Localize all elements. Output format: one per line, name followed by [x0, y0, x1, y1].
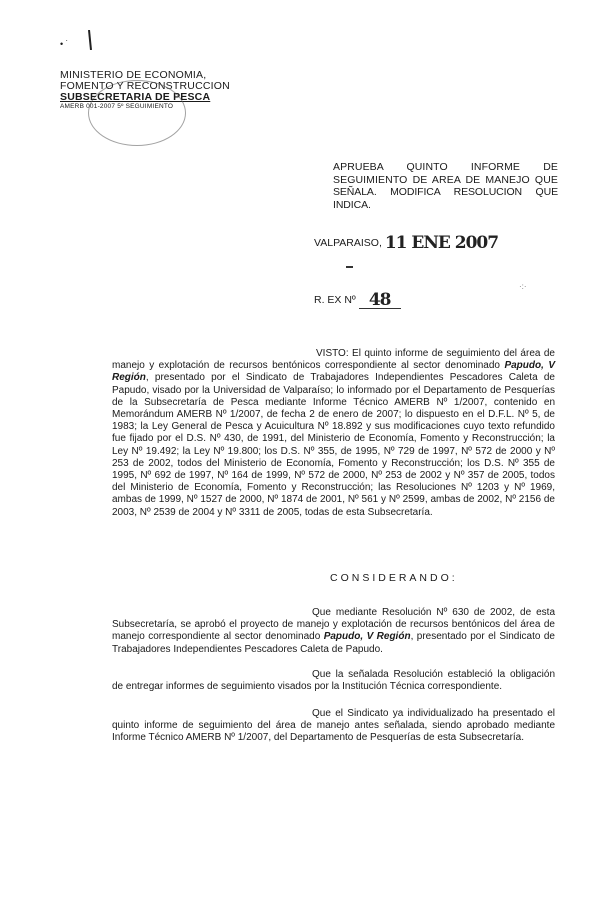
handwritten-resolution-number: 48 [368, 290, 391, 310]
resolution-title [333, 161, 558, 211]
header-code: AMERB 001-2007 5º SEGUIMIENTO [60, 103, 174, 110]
c1-sector: Papudo, V Región [323, 631, 411, 643]
resolution-label: R. EX Nº [314, 294, 356, 306]
title-line-3: SEÑALA. MODIFICA RESOLUCION QUE INDICA. [333, 186, 558, 211]
considerando-paragraph-3: Que el Sindicato ya individualizado ha presentado el quinto informe de seguimiento del área de manejo antes señalada, siendo aprobado mediante Informe Técnico AMERB Nº 1/2007, del Departamento de Pesquerías de esta Subsecretaría. [112, 708, 555, 744]
city-label: VALPARAISO, [314, 237, 382, 249]
c1-rest: , presentado por el Sindicato de Trabajadores Independientes Pescadores Caleta de Papudo. [112, 631, 555, 655]
dash-mark [346, 266, 353, 268]
resolution-number-line [314, 288, 401, 309]
visto-rest: , presentado por el Sindicato de Trabajadores Independientes Pescadores Caleta de Papudo, visado por la Universidad de Valparaíso; lo informado por el Departamento de Pesquerías de la Subsecretaría de Pesca mediante Informe Técnico AMERB Nº 1/2007, contenido en Memorándum AMERB Nº 1/2007, de fecha 2 de enero de 2007; lo dispuesto en el D.F.L. Nº 5, de 1983; la Ley General de Pesca y Acuicultura Nº 18.892 y sus modificaciones cuyo texto refundido fue fijado por el D.S. Nº 430, de 1991, del Ministerio de Economía, Fomento y Reconstrucción; la Ley Nº 19.492; la Ley Nº 19.800; los D.S. Nº 355, de 1995, Nº 729 de 1997, Nº 572 de 2000 y Nº 253 de 2002, todos del Ministerio de Economía, Fomento y Reconstrucción; los D.S. Nº 355 de 1995, Nº 692 de 1997, Nº 164 de 1999, Nº 572 de 2000, Nº 253 de 2002 y Nº 357 de 2005, todos del Ministerio de Economía, Fomento y Reconstrucción; las Resoluciones Nº 1203 y Nº 1969, ambas de 1999, Nº 1527 de 2000, Nº 1874 de 2001, Nº 561 y Nº 2599, ambas de 2002, Nº 2156 de 2003, Nº 2539 de 2004 y Nº 3311 de 2005, todas de esta Subsecretaría. [112, 372, 555, 518]
ink-stroke [88, 30, 92, 50]
ink-mark: • ˙ [60, 39, 69, 49]
title-line-1: APRUEBA QUINTO INFORME DE [333, 161, 558, 173]
place-date [314, 231, 498, 251]
c1-lead: Que mediante Resolución Nº 630 de 2002, de esta Subsecretaría, se aprobó el proyecto de manejo y explotación de recursos bentónicos del área de manejo correspondiente al sector denominado [112, 607, 555, 643]
considerando-paragraph-2: Que la señalada Resolución estableció la obligación de entregar informes de seguimiento visados por la Institución Técnica correspondiente. [112, 669, 555, 693]
official-seal-stamp [88, 80, 186, 146]
header-line-3: SUBSECRETARIA DE PESCA [60, 91, 211, 103]
speck-mark: ·:· [519, 282, 527, 291]
handwritten-date: 11 ENE 2007 [384, 233, 499, 253]
considerando-paragraph-1 [112, 607, 555, 656]
visto-sector: Papudo, V Región [112, 360, 555, 384]
considerando-heading: CONSIDERANDO: [330, 572, 458, 584]
visto-paragraph [112, 348, 555, 519]
header-line-1: MINISTERIO DE ECONOMIA, [60, 69, 207, 81]
header-line-2: FOMENTO Y RECONSTRUCCION [60, 80, 230, 92]
visto-lead: VISTO: El quinto informe de seguimiento del área de manejo y explotación de recursos bentónicos correspondiente al sector denominado [112, 348, 555, 372]
title-line-2: SEGUIMIENTO DE AREA DE MANEJO QUE [333, 173, 558, 186]
